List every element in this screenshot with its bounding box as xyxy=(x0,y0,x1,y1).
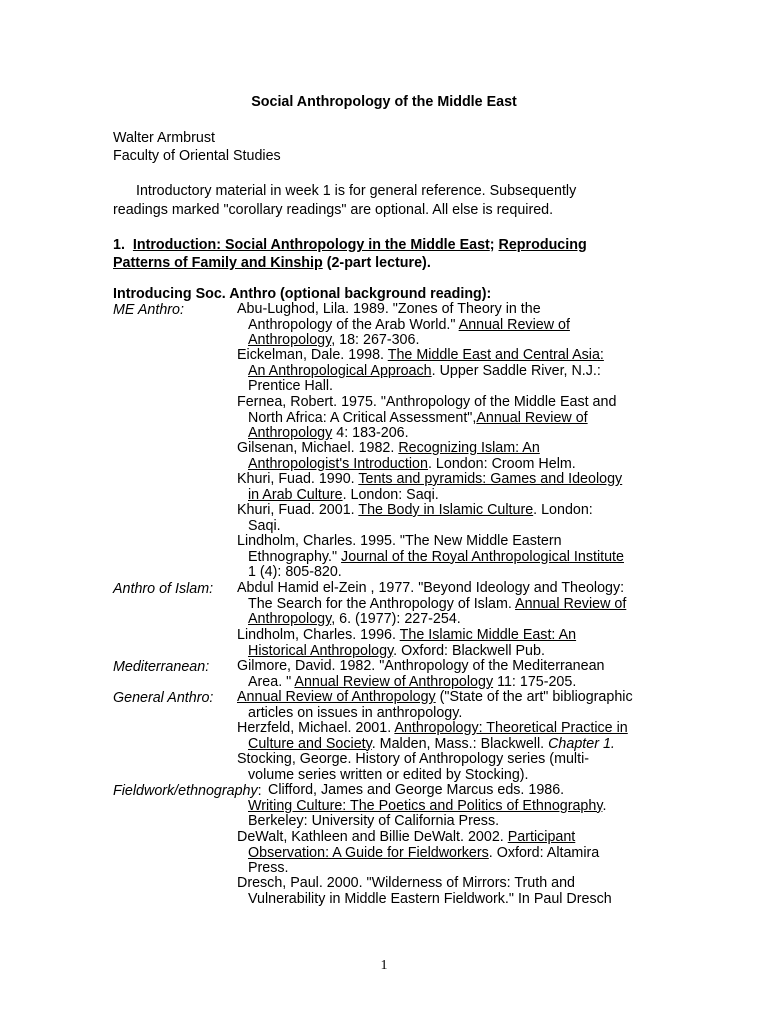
category-label-mediterranean: Mediterranean: xyxy=(113,659,210,675)
category-label-general-anthro: General Anthro: xyxy=(113,690,214,706)
ref-line: Historical Anthropology. Oxford: Blackwell Pub. xyxy=(248,642,545,659)
section-separator: ; xyxy=(489,237,495,253)
ref-line: Lindholm, Charles. 1996. The Islamic Middle East: An xyxy=(237,627,577,643)
ref-line: Lindholm, Charles. 1995. "The New Middle Eastern xyxy=(237,533,562,549)
reference-lindholm-1996 xyxy=(237,628,576,659)
intro-paragraph-line-1: Introductory material in week 1 is for general reference. Subsequently xyxy=(136,183,577,199)
ref-line: Area. " Annual Review of Anthropology 11: 175-205. xyxy=(248,673,577,690)
author-name: Walter Armbrust xyxy=(113,130,215,146)
document-title: Social Anthropology of the Middle East xyxy=(251,94,517,110)
ref-line: An Anthropological Approach. Upper Saddle River, N.J.: xyxy=(248,362,601,379)
ref-line: Khuri, Fuad. 1990. Tents and pyramids: Games and Ideology xyxy=(237,471,623,487)
ref-line: Saqi. xyxy=(248,517,281,534)
section-topic-kinship-cont: Patterns of Family and Kinship xyxy=(113,255,323,271)
reference-eickelman xyxy=(237,348,604,395)
reference-gilmore xyxy=(237,659,604,690)
category-label-fieldwork: Fieldwork/ethnography: xyxy=(113,783,262,799)
reference-khuri-2001 xyxy=(237,503,593,534)
page-number: 1 xyxy=(380,958,388,973)
ref-line: Culture and Society. Malden, Mass.: Blackwell. Chapter 1. xyxy=(248,735,615,752)
section-topic-introduction: Introduction: Social Anthropology in the Middle East xyxy=(132,237,490,253)
subheading: Introducing Soc. Anthro (optional background reading): xyxy=(113,286,492,302)
section-suffix: (2-part lecture). xyxy=(326,255,431,271)
ref-line: Anthropology, 18: 267-306. xyxy=(248,332,420,348)
ref-line: Eickelman, Dale. 1998. The Middle East and Central Asia: xyxy=(237,347,604,363)
ref-line: Clifford, James and George Marcus eds. 1986. xyxy=(268,782,565,798)
ref-line: Stocking, George. History of Anthropology series (multi- xyxy=(237,751,590,767)
ref-line: Herzfeld, Michael. 2001. Anthropology: Theoretical Practice in xyxy=(237,720,628,736)
category-label-me-anthro: ME Anthro: xyxy=(113,302,184,318)
section-1-heading xyxy=(113,237,587,253)
ref-line: 1 (4): 805-820. xyxy=(248,564,342,580)
ref-line: Prentice Hall. xyxy=(248,378,334,394)
ref-line: Anthropology, 6. (1977): 227-254. xyxy=(248,611,461,627)
reference-abu-lughod xyxy=(237,302,570,349)
section-topic-kinship: Reproducing xyxy=(498,237,587,253)
ref-line: Anthropology 4: 183-206. xyxy=(248,425,409,441)
ref-line: Gilmore, David. 1982. "Anthropology of the Mediterranean xyxy=(237,658,605,674)
ref-line: Dresch, Paul. 2000. "Wilderness of Mirrors: Truth and xyxy=(237,875,576,891)
ref-line: Abu-Lughod, Lila. 1989. "Zones of Theory in the xyxy=(237,301,541,317)
ref-line: volume series written or edited by Stocking). xyxy=(248,766,529,783)
section-1-heading-cont xyxy=(113,255,431,271)
reference-dresch xyxy=(237,876,612,907)
reference-gilsenan xyxy=(237,441,576,472)
ref-line: Anthropology of the Arab World." Annual Review of xyxy=(248,316,570,333)
ref-line: Anthropologist's Introduction. London: Croom Helm. xyxy=(248,455,576,472)
reference-fernea xyxy=(237,395,616,442)
reference-khuri-1990 xyxy=(237,472,622,503)
ref-line: Fernea, Robert. 1975. "Anthropology of the Middle East and xyxy=(237,394,617,410)
ref-line: Abdul Hamid el-Zein , 1977. "Beyond Ideology and Theology: xyxy=(237,580,625,596)
ref-line: The Search for the Anthropology of Islam. Annual Review of xyxy=(248,595,627,612)
ref-line: Khuri, Fuad. 2001. The Body in Islamic Culture. London: xyxy=(237,502,593,518)
reference-annual-review xyxy=(237,690,633,721)
reference-herzfeld xyxy=(237,721,628,752)
ref-line: Gilsenan, Michael. 1982. Recognizing Islam: An xyxy=(237,440,540,456)
reference-el-zein xyxy=(237,581,626,628)
ref-line: North Africa: A Critical Assessment",Annual Review of xyxy=(248,409,588,426)
ref-line: articles on issues in anthropology. xyxy=(248,704,463,721)
section-number: 1. xyxy=(113,237,125,253)
ref-line: in Arab Culture. London: Saqi. xyxy=(248,486,439,503)
reference-lindholm-1995 xyxy=(237,534,624,581)
reference-clifford-marcus xyxy=(268,783,564,799)
category-label-anthro-of-islam: Anthro of Islam: xyxy=(113,581,214,597)
ref-line: Ethnography." Journal of the Royal Anthropological Institute xyxy=(248,548,624,565)
ref-line: Observation: A Guide for Fieldworkers. Oxford: Altamira xyxy=(248,844,600,861)
faculty-name: Faculty of Oriental Studies xyxy=(113,148,281,164)
reference-dewalt xyxy=(237,830,599,877)
ref-line: Berkeley: University of California Press. xyxy=(248,813,500,829)
intro-paragraph-line-2: readings marked "corollary readings" are optional. All else is required. xyxy=(113,202,554,218)
reference-clifford-marcus-cont xyxy=(237,799,606,830)
ref-line: Vulnerability in Middle Eastern Fieldwork." In Paul Dresch xyxy=(248,890,612,907)
ref-line: DeWalt, Kathleen and Billie DeWalt. 2002. Participant xyxy=(237,829,576,845)
ref-line: Writing Culture: The Poetics and Politics of Ethnography. xyxy=(248,797,607,814)
reference-stocking xyxy=(237,752,589,783)
ref-line: Press. xyxy=(248,860,289,876)
ref-line: Annual Review of Anthropology ("State of the art" bibliographic xyxy=(237,689,633,705)
